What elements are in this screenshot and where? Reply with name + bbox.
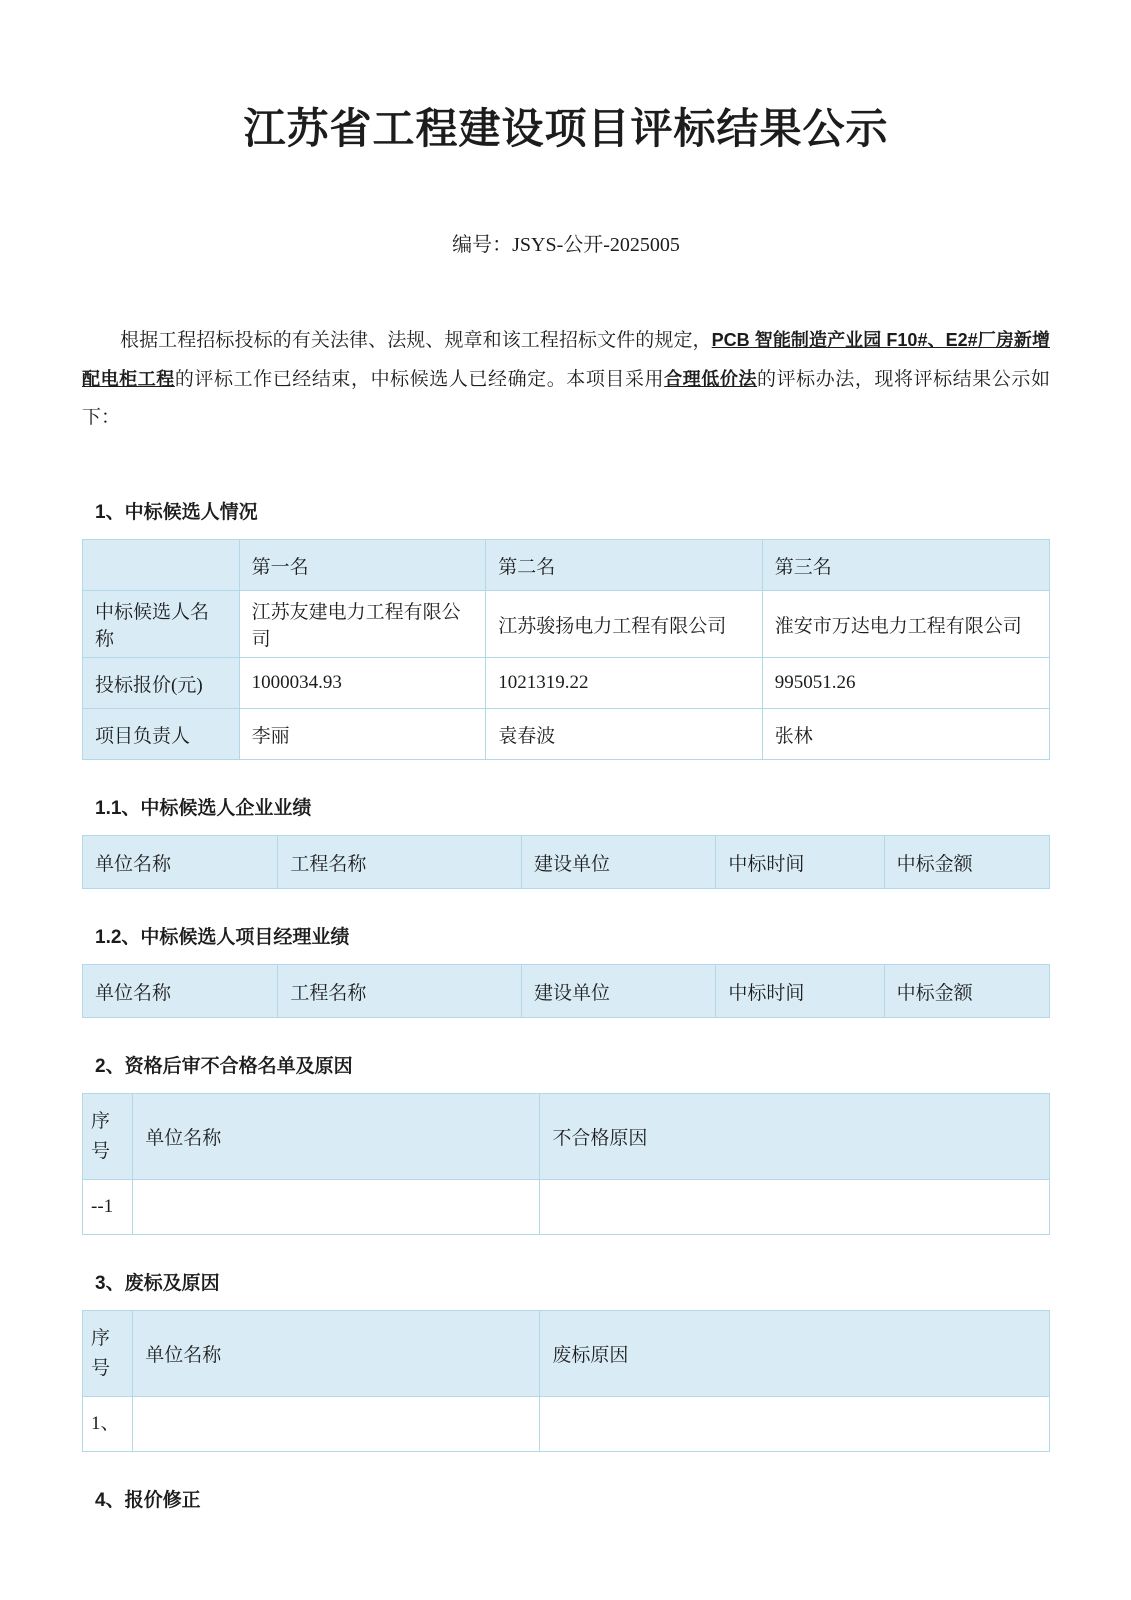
reason-cell (540, 1180, 1050, 1235)
rejected-table (82, 1310, 1050, 1452)
table-row (83, 1180, 1050, 1235)
candidate-1-manager: 李丽 (239, 709, 486, 760)
row-label-project-manager: 项目负责人 (83, 709, 240, 760)
table-row (83, 709, 1050, 760)
intro-text-2: 的评标工作已经结束，中标候选人已经确定。本项目采用 (174, 369, 665, 390)
col-project-name: 工程名称 (278, 965, 522, 1018)
section-heading-enterprise-performance: 1.1、中标候选人企业业绩 (95, 798, 312, 819)
col-reject-reason: 废标原因 (540, 1311, 1050, 1397)
document-number: 编号：JSYS-公开-2025005 (452, 234, 680, 256)
table-row (83, 591, 1050, 658)
candidate-2-price: 1021319.22 (486, 658, 763, 709)
table-row (83, 658, 1050, 709)
intro-text-3: 的评标办法，现将评标结果公示如下： (82, 369, 1050, 428)
candidate-2-manager: 袁春波 (486, 709, 763, 760)
col-construction-unit: 建设单位 (522, 965, 716, 1018)
candidate-3-manager: 张林 (762, 709, 1049, 760)
row-label-candidate-name: 中标候选人名称 (83, 591, 240, 658)
col-award-amount: 中标金额 (884, 965, 1049, 1018)
intro-paragraph (82, 321, 1050, 437)
rank-2-header: 第二名 (486, 540, 763, 591)
candidate-1-price: 1000034.93 (239, 658, 486, 709)
rank-1-header: 第一名 (239, 540, 486, 591)
corner-cell (83, 540, 240, 591)
candidates-table (82, 539, 1050, 760)
section-heading-rejected: 3、废标及原因 (95, 1273, 220, 1294)
col-unit-name: 单位名称 (133, 1311, 540, 1397)
row-label-bid-price: 投标报价(元) (83, 658, 240, 709)
serial-no-cell: 1、 (83, 1397, 133, 1452)
evaluation-method: 合理低价法 (664, 369, 757, 389)
section-heading-candidates: 1、中标候选人情况 (95, 502, 258, 523)
project-name: PCB 智能制造产业园 F10#、E2#厂房新增配电柜工程 (82, 330, 1050, 389)
manager-performance-table (82, 964, 1050, 1018)
col-serial-no: 序号 (83, 1094, 133, 1180)
disqualified-table (82, 1093, 1050, 1235)
col-award-amount: 中标金额 (884, 836, 1049, 889)
page-title: 江苏省工程建设项目评标结果公示 (243, 107, 889, 153)
intro-text-1: 根据工程招标投标的有关法律、法规、规章和该工程招标文件的规定， (120, 330, 712, 351)
table-header-row (83, 965, 1050, 1018)
section-heading-manager-performance: 1.2、中标候选人项目经理业绩 (95, 927, 350, 948)
candidate-2-name: 江苏骏扬电力工程有限公司 (486, 591, 763, 658)
col-construction-unit: 建设单位 (522, 836, 716, 889)
candidate-3-name: 淮安市万达电力工程有限公司 (762, 591, 1049, 658)
reason-cell (540, 1397, 1050, 1452)
serial-no-cell: --1 (83, 1180, 133, 1235)
table-header-row (83, 836, 1050, 889)
table-row (83, 1397, 1050, 1452)
enterprise-performance-table (82, 835, 1050, 889)
col-project-name: 工程名称 (278, 836, 522, 889)
table-header-row (83, 1311, 1050, 1397)
table-header-row (83, 1094, 1050, 1180)
rank-3-header: 第三名 (762, 540, 1049, 591)
unit-name-cell (133, 1180, 540, 1235)
col-disqualify-reason: 不合格原因 (540, 1094, 1050, 1180)
col-award-time: 中标时间 (716, 965, 884, 1018)
table-header-row (83, 540, 1050, 591)
col-unit-name: 单位名称 (83, 836, 278, 889)
col-serial-no: 序号 (83, 1311, 133, 1397)
col-award-time: 中标时间 (716, 836, 884, 889)
unit-name-cell (133, 1397, 540, 1452)
section-heading-disqualified: 2、资格后审不合格名单及原因 (95, 1056, 353, 1077)
col-unit-name: 单位名称 (83, 965, 278, 1018)
candidate-3-price: 995051.26 (762, 658, 1049, 709)
col-unit-name: 单位名称 (133, 1094, 540, 1180)
candidate-1-name: 江苏友建电力工程有限公司 (239, 591, 486, 658)
section-heading-price-correction: 4、报价修正 (95, 1490, 201, 1511)
